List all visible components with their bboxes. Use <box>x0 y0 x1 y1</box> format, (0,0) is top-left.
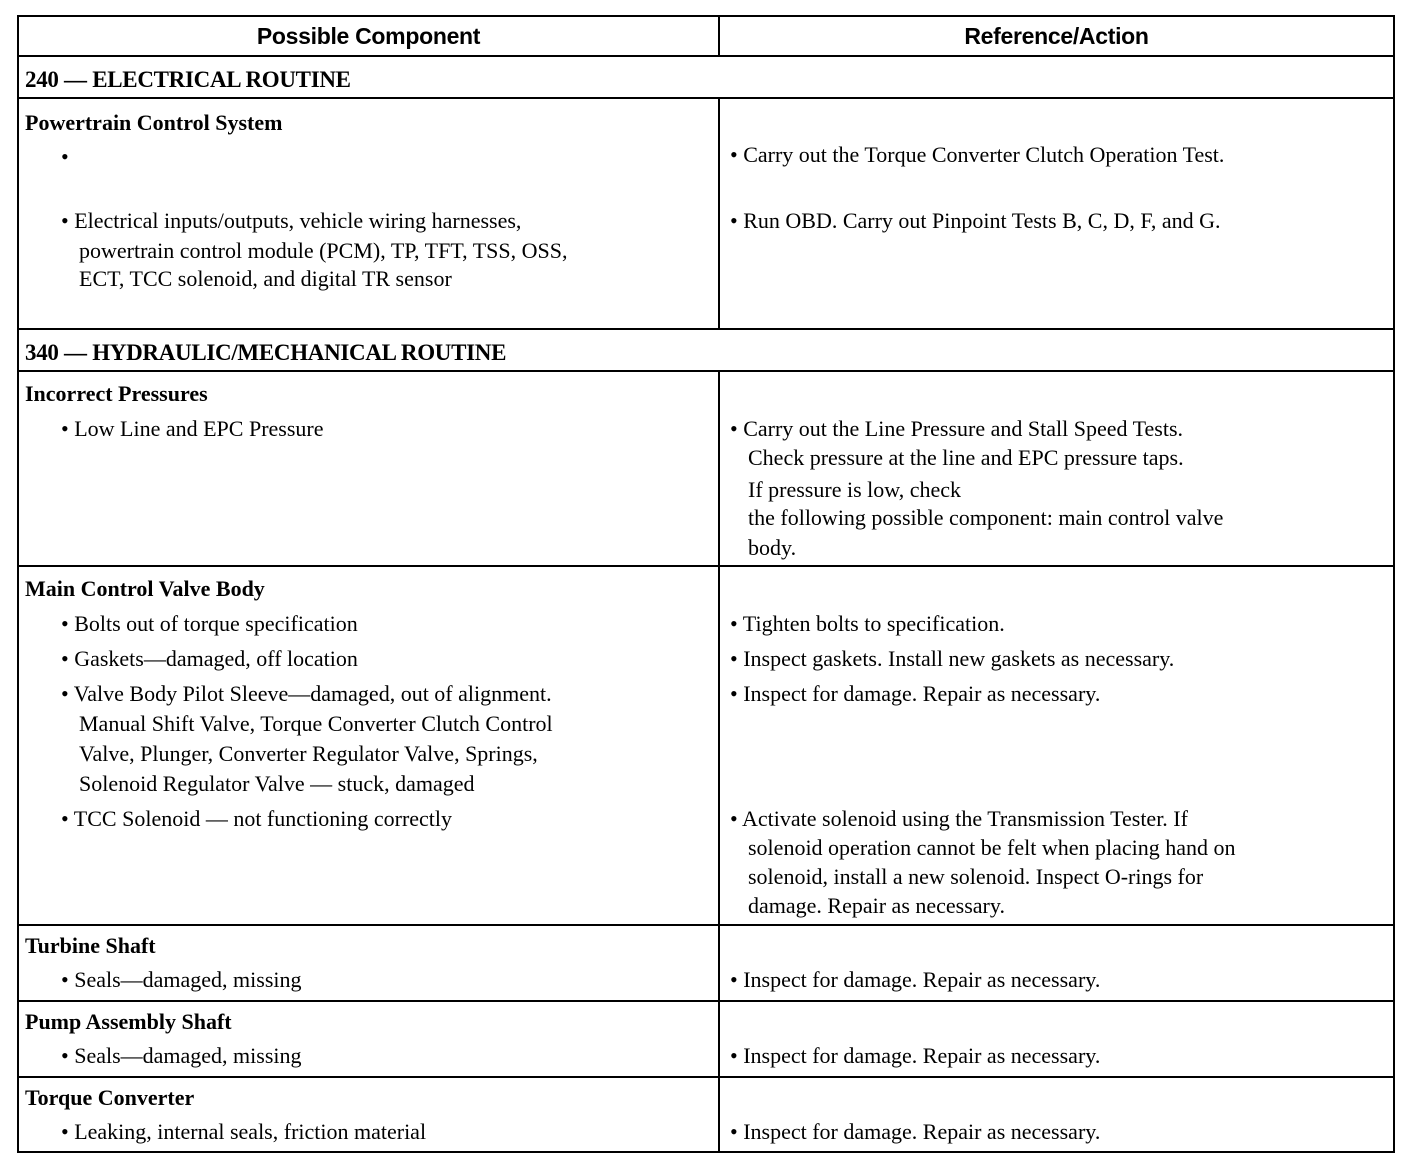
component-line: • Valve Body Pilot Sleeve—damaged, out of alignment. <box>61 681 552 706</box>
table-row <box>18 1077 1394 1152</box>
action-line: • Inspect for damage. Repair as necessary. <box>730 1043 1101 1068</box>
component-line: • Bolts out of torque specification <box>61 611 358 636</box>
diagnostic-table-page <box>17 15 1395 1153</box>
table-row <box>18 1001 1394 1077</box>
action-line: damage. Repair as necessary. <box>748 893 1005 918</box>
action-line: • Inspect for damage. Repair as necessary. <box>730 967 1101 992</box>
group-title: Pump Assembly Shaft <box>25 1009 232 1034</box>
group-title: Turbine Shaft <box>25 933 156 958</box>
action-cell <box>719 98 1394 329</box>
component-cell <box>18 925 719 1001</box>
component-line: Valve, Plunger, Converter Regulator Valve, Springs, <box>79 741 538 766</box>
action-line: • Tighten bolts to specification. <box>730 611 1005 636</box>
component-line: • Low Line and EPC Pressure <box>61 416 324 441</box>
component-line: • Leaking, internal seals, friction material <box>61 1119 427 1144</box>
group-title: Torque Converter <box>25 1085 195 1110</box>
group-title: Main Control Valve Body <box>25 576 265 601</box>
action-cell <box>719 1001 1394 1077</box>
component-line: Solenoid Regulator Valve — stuck, damaged <box>79 771 475 796</box>
component-cell <box>18 1077 719 1152</box>
component-line: • <box>61 144 69 169</box>
section-title: 240 — ELECTRICAL ROUTINE <box>18 56 1394 98</box>
component-cell <box>18 566 719 925</box>
action-line: • Inspect for damage. Repair as necessary. <box>730 1119 1101 1144</box>
action-line: • Inspect for damage. Repair as necessary. <box>730 681 1101 706</box>
section-row <box>18 56 1394 98</box>
action-line: • Inspect gaskets. Install new gaskets as necessary. <box>730 646 1175 671</box>
component-line: • Seals—damaged, missing <box>61 967 302 992</box>
component-cell <box>18 1001 719 1077</box>
action-line: body. <box>748 535 797 560</box>
component-line: • TCC Solenoid — not functioning correctly <box>61 806 453 831</box>
action-cell <box>719 925 1394 1001</box>
action-line: • Run OBD. Carry out Pinpoint Tests B, C, D, F, and G. <box>730 208 1221 233</box>
action-line: Check pressure at the line and EPC pressure taps. <box>748 445 1184 470</box>
header-row <box>18 16 1394 56</box>
action-line: • Carry out the Torque Converter Clutch Operation Test. <box>730 142 1225 167</box>
component-line: ECT, TCC solenoid, and digital TR sensor <box>79 266 452 291</box>
action-cell <box>719 566 1394 925</box>
table-row <box>18 566 1394 925</box>
header-possible-component: Possible Component <box>18 16 719 56</box>
diagnostic-table <box>17 15 1395 1153</box>
section-row <box>18 329 1394 371</box>
component-cell <box>18 98 719 329</box>
action-line: solenoid operation cannot be felt when placing hand on <box>748 835 1236 860</box>
action-line: solenoid, install a new solenoid. Inspect O-rings for <box>748 864 1204 889</box>
component-line: • Electrical inputs/outputs, vehicle wiring harnesses, <box>61 208 522 233</box>
group-title: Powertrain Control System <box>25 110 283 135</box>
action-line: • Carry out the Line Pressure and Stall Speed Tests. <box>730 416 1184 441</box>
component-line: Manual Shift Valve, Torque Converter Clutch Control <box>79 711 553 736</box>
table-row <box>18 371 1394 566</box>
action-line: If pressure is low, check <box>748 477 961 502</box>
table-row <box>18 925 1394 1001</box>
action-line: the following possible component: main control valve <box>748 505 1224 530</box>
action-cell <box>719 371 1394 566</box>
component-cell <box>18 371 719 566</box>
action-cell <box>719 1077 1394 1152</box>
component-line: • Seals—damaged, missing <box>61 1043 302 1068</box>
group-title: Incorrect Pressures <box>25 381 208 406</box>
action-line: • Activate solenoid using the Transmission Tester. If <box>730 806 1188 831</box>
component-line: • Gaskets—damaged, off location <box>61 646 358 671</box>
component-line: powertrain control module (PCM), TP, TFT, TSS, OSS, <box>79 238 568 263</box>
table-row <box>18 98 1394 329</box>
header-reference-action: Reference/Action <box>719 16 1394 56</box>
section-title: 340 — HYDRAULIC/MECHANICAL ROUTINE <box>18 329 1394 371</box>
